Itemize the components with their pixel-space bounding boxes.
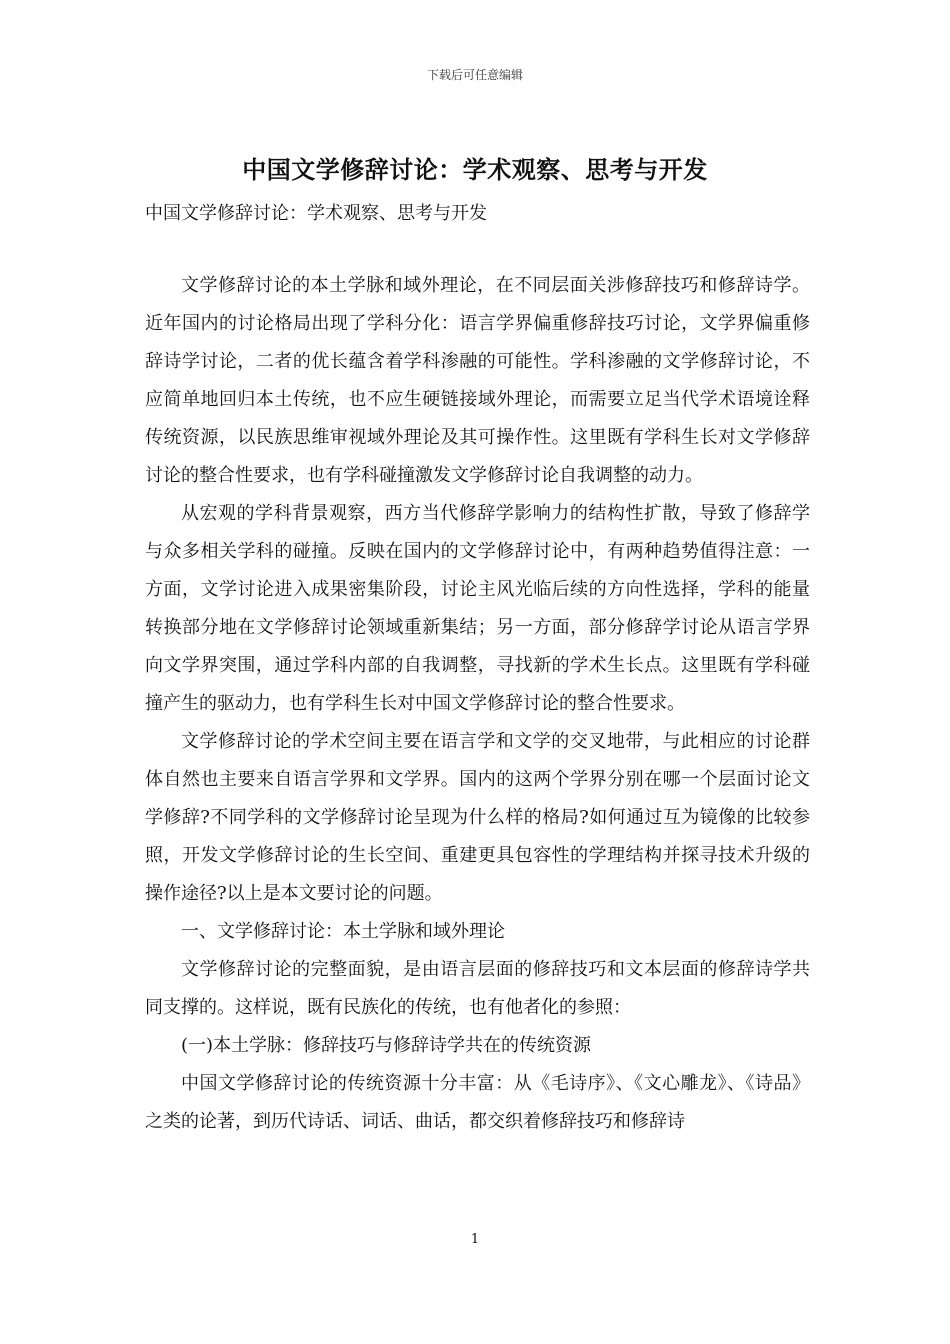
paragraph-traditional-resources: 中国文学修辞讨论的传统资源十分丰富：从《毛诗序》、《文心雕龙》、《诗品》之类的论著，到历代诗话、词话、曲话，都交织着修辞技巧和修辞诗 xyxy=(145,1073,810,1132)
document-title: 中国文学修辞讨论：学术观察、思考与开发 xyxy=(242,155,708,184)
paragraph-background: 从宏观的学科背景观察，西方当代修辞学影响力的结构性扩散，导致了修辞学与众多相关学科的碰撞。反映在国内的文学修辞讨论中，有两种趋势值得注意：一方面，文学讨论进入成果密集阶段，讨论主风光临后续的方向性选择，学科的能量转换部分地在文学修辞讨论领域重新集结；另一方面，部分修辞学讨论从语言学界向文学界突围，通过学科内部的自我调整，寻找新的学术生长点。这里既有学科碰撞产生的驱动力，也有学科生长对中国文学修辞讨论的整合性要求。 xyxy=(145,503,810,714)
paragraph-section-1-intro: 文学修辞讨论的完整面貌，是由语言层面的修辞技巧和文本层面的修辞诗学共同支撑的。这样说，既有民族化的传统，也有他者化的参照： xyxy=(145,959,810,1018)
document-body xyxy=(145,267,810,1141)
page-number: 1 xyxy=(470,1232,480,1247)
subsection-heading-1: (一)本土学脉：修辞技巧与修辞诗学共在的传统资源 xyxy=(181,1035,592,1056)
paragraph-questions: 文学修辞讨论的学术空间主要在语言学和文学的交叉地带，与此相应的讨论群体自然也主要来自语言学界和文学界。国内的这两个学界分别在哪一个层面讨论文学修辞?不同学科的文学修辞讨论呈现为什么样的格局?如何通过互为镜像的比较参照，开发文学修辞讨论的生长空间、重建更具包容性的学理结构并探寻技术升级的操作途径?以上是本文要讨论的问题。 xyxy=(145,731,810,904)
header-note: 下载后可任意编辑 xyxy=(426,68,523,82)
document-subtitle: 中国文学修辞讨论：学术观察、思考与开发 xyxy=(145,203,487,224)
section-heading-1: 一、文学修辞讨论：本土学脉和域外理论 xyxy=(181,921,505,942)
paragraph-intro: 文学修辞讨论的本土学脉和域外理论，在不同层面关涉修辞技巧和修辞诗学。近年国内的讨论格局出现了学科分化：语言学界偏重修辞技巧讨论，文学界偏重修辞诗学讨论，二者的优长蕴含着学科渗融的可能性。学科渗融的文学修辞讨论，不应简单地回归本土传统，也不应生硬链接域外理论，而需要立足当代学术语境诠释传统资源，以民族思维审视域外理论及其可操作性。这里既有学科生长对文学修辞讨论的整合性要求，也有学科碰撞激发文学修辞讨论自我调整的动力。 xyxy=(145,275,810,486)
